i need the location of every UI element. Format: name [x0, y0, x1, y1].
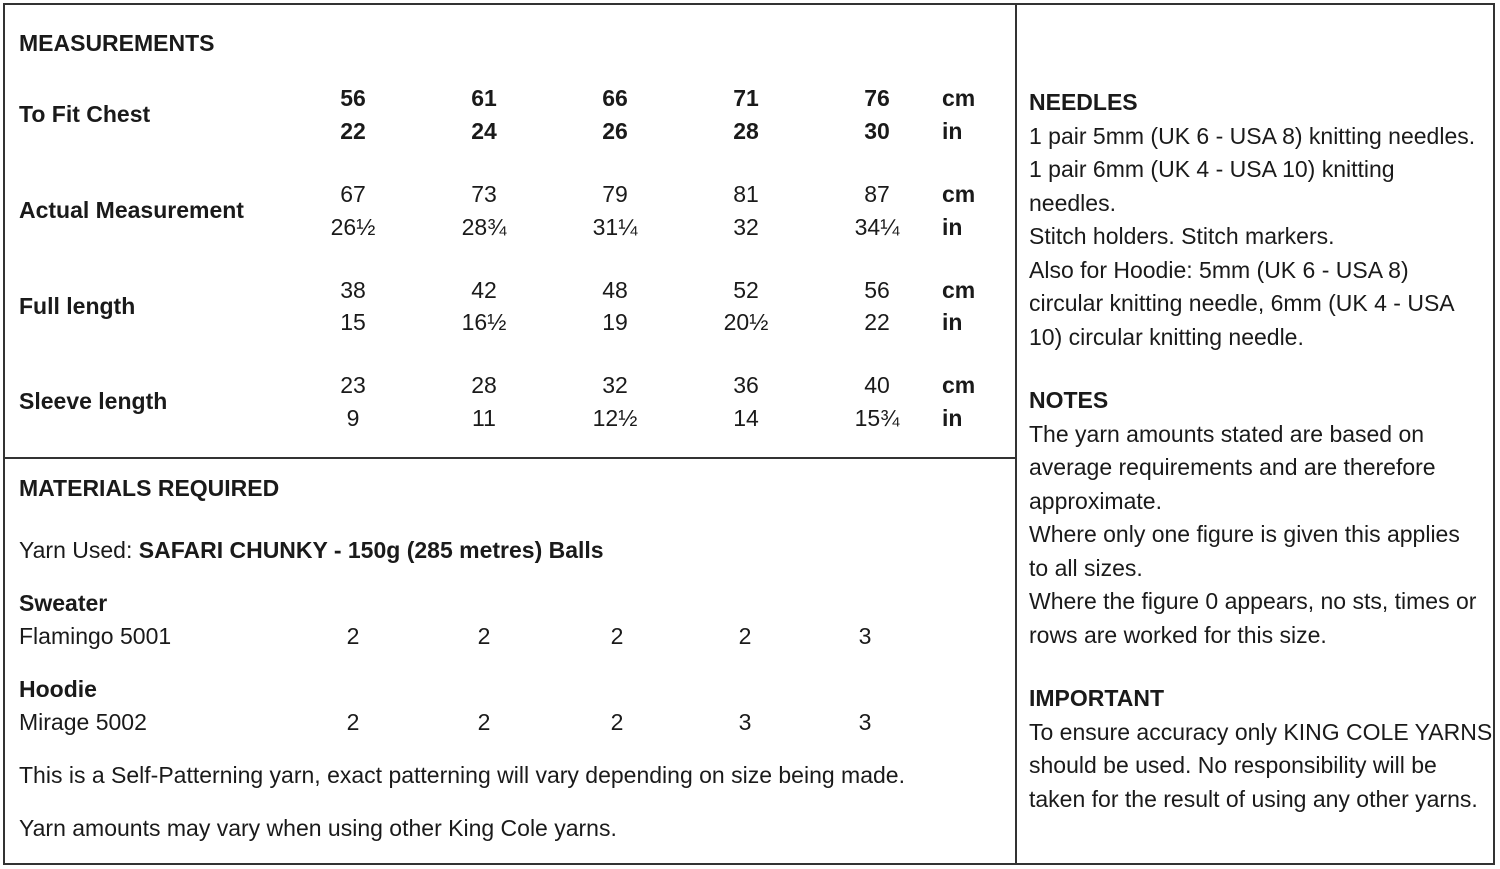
- amount-cell: 2: [477, 709, 491, 735]
- cell: 15: [340, 309, 366, 335]
- unit-in: in: [942, 405, 963, 431]
- measurements-title: MEASUREMENTS: [19, 30, 215, 56]
- cell: 11: [472, 405, 496, 431]
- cell: 38: [340, 277, 366, 303]
- cell: 87: [864, 181, 890, 207]
- cell: 20½: [723, 309, 769, 335]
- important-title: IMPORTANT: [1029, 685, 1165, 711]
- sweater-shade: Flamingo 5001: [19, 623, 172, 649]
- notes-line: Where the figure 0 appears, no sts, times or: [1029, 588, 1477, 614]
- cell: 76: [864, 85, 890, 111]
- cell: 32: [602, 372, 628, 398]
- cell: 32: [733, 214, 759, 240]
- yarn-used-value: SAFARI CHUNKY - 150g (285 metres) Balls: [138, 537, 604, 563]
- cell: 67: [340, 181, 366, 207]
- unit-in: in: [942, 214, 963, 240]
- yarn-used-label: Yarn Used:: [19, 537, 133, 563]
- needles-line: 10) circular knitting needle.: [1029, 323, 1304, 350]
- cell: 31¼: [592, 214, 638, 240]
- row-label-actual-measurement: Actual Measurement: [19, 197, 244, 223]
- row-label-sleeve-length: Sleeve length: [19, 388, 168, 414]
- notes-line: approximate.: [1029, 487, 1162, 514]
- cell: 71: [733, 85, 759, 111]
- cell: 42: [471, 277, 497, 303]
- cell: 16½: [461, 309, 507, 335]
- needles-line: Stitch holders. Stitch markers.: [1029, 223, 1335, 249]
- needles-line: circular knitting needle, 6mm (UK 4 - USA: [1029, 290, 1455, 316]
- cell: 24: [471, 118, 497, 144]
- amount-cell: 2: [477, 623, 491, 649]
- cell: 61: [471, 85, 497, 111]
- cell: 40: [864, 372, 890, 398]
- row-label-full-length: Full length: [19, 293, 136, 319]
- amount-cell: 3: [858, 709, 872, 735]
- amount-cell: 3: [738, 709, 752, 735]
- cell: 26½: [330, 214, 376, 240]
- unit-cm: cm: [942, 277, 976, 303]
- cell: 12½: [592, 405, 638, 431]
- sweater-heading: Sweater: [19, 590, 108, 616]
- amount-cell: 2: [346, 623, 360, 649]
- materials-title: MATERIALS REQUIRED: [19, 475, 280, 501]
- cell: 28: [471, 372, 497, 398]
- cell: 66: [602, 85, 628, 111]
- cell: 79: [602, 181, 628, 207]
- amount-cell: 3: [858, 623, 872, 649]
- amount-cell: 2: [610, 709, 624, 735]
- needles-title: NEEDLES: [1029, 89, 1138, 115]
- yarn-used-line: [19, 536, 604, 564]
- unit-cm: cm: [942, 372, 976, 398]
- important-line: To ensure accuracy only KING COLE YARNS: [1029, 718, 1493, 745]
- unit-cm: cm: [942, 181, 976, 207]
- cell: 34¼: [854, 214, 900, 240]
- amount-cell: 2: [610, 623, 624, 649]
- unit-in: in: [942, 309, 963, 335]
- unit-cm: cm: [942, 85, 976, 111]
- cell: 36: [733, 372, 759, 398]
- cell: 56: [340, 85, 366, 111]
- cell: 28: [733, 118, 759, 144]
- cell: 15¾: [854, 405, 900, 431]
- cell: 19: [602, 309, 628, 335]
- cell: 28¾: [461, 214, 507, 240]
- cell: 48: [602, 277, 628, 303]
- cell: 81: [733, 181, 759, 207]
- cell: 26: [602, 118, 628, 144]
- self-patterning-note: This is a Self-Patterning yarn, exact patterning will vary depending on size being made.: [19, 762, 905, 788]
- cell: 14: [733, 405, 759, 431]
- section-divider: [3, 457, 1017, 459]
- notes-line: average requirements and are therefore: [1029, 454, 1436, 480]
- cell: 30: [864, 118, 890, 144]
- cell: 23: [340, 372, 366, 398]
- unit-in: in: [942, 118, 963, 144]
- yarn-amounts-note: Yarn amounts may vary when using other King Cole yarns.: [19, 815, 617, 841]
- column-divider: [1015, 3, 1017, 865]
- cell: 9: [346, 405, 360, 431]
- right-column: [1029, 86, 1491, 816]
- hoodie-heading: Hoodie: [19, 676, 97, 702]
- notes-line: rows are worked for this size.: [1029, 621, 1327, 648]
- cell: 56: [864, 277, 890, 303]
- important-line: should be used. No responsibility will be: [1029, 752, 1437, 778]
- notes-line: to all sizes.: [1029, 554, 1143, 581]
- amount-cell: 2: [346, 709, 360, 735]
- needles-line: Also for Hoodie: 5mm (UK 6 - USA 8): [1029, 256, 1409, 283]
- notes-line: The yarn amounts stated are based on: [1029, 420, 1425, 447]
- needles-line: 1 pair 6mm (UK 4 - USA 10) knitting: [1029, 156, 1395, 182]
- cell: 22: [340, 118, 366, 144]
- cell: 52: [733, 277, 759, 303]
- amount-cell: 2: [738, 623, 752, 649]
- row-label-to-fit-chest: To Fit Chest: [19, 101, 151, 127]
- needles-line: needles.: [1029, 189, 1116, 216]
- needles-line: 1 pair 5mm (UK 6 - USA 8) knitting needles.: [1029, 122, 1476, 149]
- notes-title: NOTES: [1029, 387, 1109, 413]
- cell: 73: [471, 181, 497, 207]
- important-line: taken for the result of using any other yarns.: [1029, 785, 1478, 812]
- hoodie-shade: Mirage 5002: [19, 709, 147, 735]
- cell: 22: [864, 309, 890, 335]
- notes-line: Where only one figure is given this applies: [1029, 521, 1460, 547]
